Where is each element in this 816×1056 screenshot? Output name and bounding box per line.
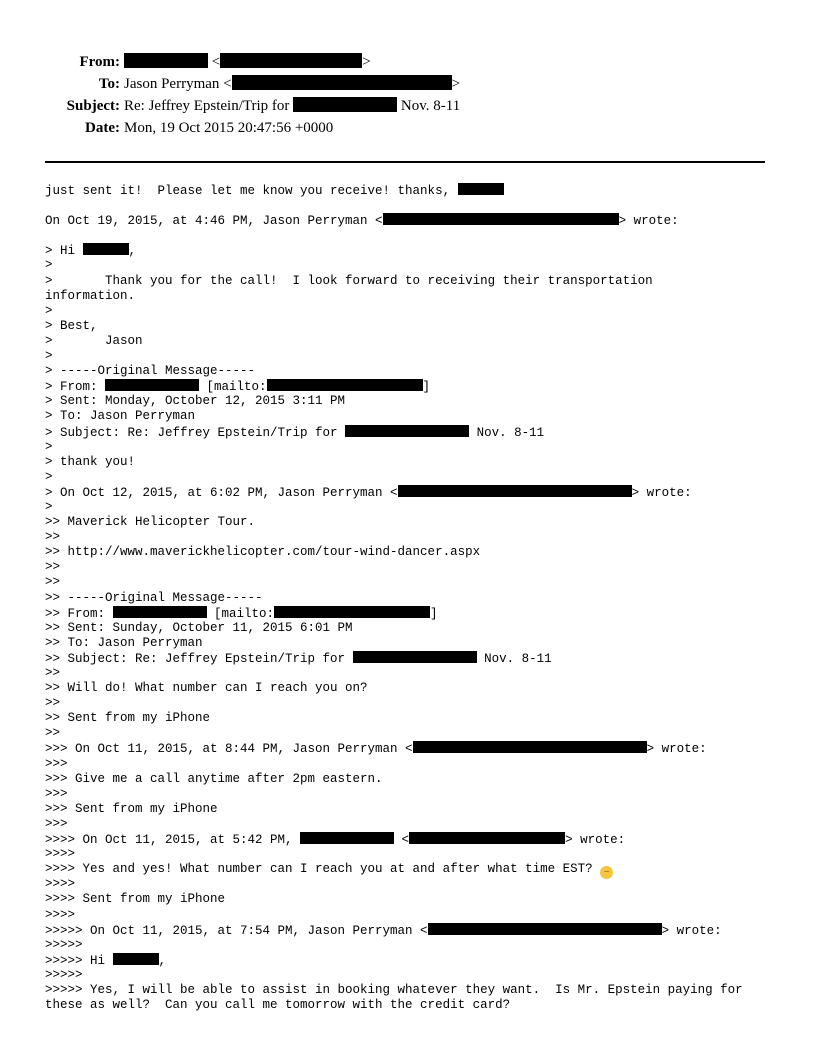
header-to-row (40, 74, 760, 96)
subject-prefix: Re: Jeffrey Epstein/Trip for (124, 98, 290, 114)
quote-text: >>>>> Hi (45, 953, 113, 968)
quote-line: > -----Original Message----- (45, 364, 256, 379)
redacted-email (274, 606, 430, 618)
quote-text: >> Subject: Re: Jeffrey Epstein/Trip for (45, 651, 353, 666)
subject-label: Subject: (66, 98, 120, 114)
quote-line: > thank you! (45, 454, 136, 469)
quote-text: >>>> On Oct 11, 2015, at 5:42 PM, (45, 833, 301, 848)
quote-line: >> Sent from my iPhone (45, 711, 211, 726)
quote-line: >> (45, 726, 61, 741)
quote-line: >> Will do! What number can I reach you on? (45, 681, 368, 696)
quote-line: >> (45, 666, 61, 680)
quote-line: information. (45, 288, 136, 303)
quote-line: >> (45, 560, 61, 575)
quote-line: > (45, 439, 53, 454)
quote-intro-text: On Oct 19, 2015, at 4:46 PM, Jason Perryman < (45, 214, 383, 229)
quote-text: Nov. 8-11 (469, 425, 545, 440)
quote-line (45, 243, 775, 258)
quote-line: >> Sent: Sunday, October 11, 2015 6:01 PM (45, 620, 353, 635)
lt-bracket: < (211, 54, 221, 70)
quote-line: > (45, 303, 53, 318)
quote-text: >>>>> On Oct 11, 2015, at 7:54 PM, Jason Perryman < (45, 923, 428, 938)
quote-line: > Thank you for the call! I look forward to receiving their transportation (45, 273, 653, 288)
quote-line: these as well? Can you call me tomorrow with the credit card? (45, 998, 511, 1013)
redacted-subject-name (293, 97, 397, 112)
redacted-email (383, 213, 619, 225)
redacted-name (345, 425, 469, 437)
header-divider (45, 161, 765, 163)
redacted-signature (458, 183, 504, 195)
redacted-name (105, 379, 199, 391)
redacted-email (409, 832, 565, 844)
quote-text: > wrote: (646, 742, 707, 757)
date-value: Mon, 19 Oct 2015 20:47:56 +0000 (124, 120, 334, 136)
quote-line: > (45, 499, 53, 514)
quote-line: >> To: Jason Perryman (45, 635, 203, 650)
redacted-name (83, 243, 129, 255)
redacted-name (113, 606, 207, 618)
redacted-email (413, 741, 647, 753)
quote-line (45, 862, 775, 877)
from-label: From: (79, 54, 120, 70)
quote-line: > (45, 349, 53, 364)
quote-text: >>> On Oct 11, 2015, at 8:44 PM, Jason Perryman < (45, 742, 413, 757)
quote-line: >> Maverick Helicopter Tour. (45, 515, 256, 530)
quote-text: ] (430, 606, 438, 621)
quote-line (45, 953, 775, 968)
header-subject-row (40, 96, 760, 118)
quote-text: [mailto: (199, 380, 267, 395)
gt-bracket: > (362, 54, 371, 70)
redacted-sender-name (124, 53, 208, 68)
quote-line: >>>> (45, 847, 76, 862)
quote-line: >>>> (45, 877, 76, 892)
redacted-email (267, 379, 423, 391)
quote-line (45, 425, 775, 440)
redacted-email (398, 485, 632, 497)
quote-line: > (45, 258, 53, 273)
quote-text: > From: (45, 380, 106, 395)
quote-text: > wrote: (631, 485, 692, 500)
quote-line: >>>> (45, 907, 76, 922)
quote-text: ] (422, 380, 431, 395)
redacted-email (428, 923, 662, 935)
quote-line: >> (45, 696, 61, 711)
quote-line: >>> Sent from my iPhone (45, 801, 218, 816)
to-label: To: (98, 76, 120, 92)
winking-face-emoji-icon: ⌣ (600, 866, 613, 879)
quote-line: >> (45, 530, 61, 545)
quote-line: >>>> Sent from my iPhone (45, 892, 226, 907)
quote-line: >>> (45, 756, 68, 771)
quote-line: >>> (45, 786, 68, 801)
quote-text: [mailto: (206, 606, 275, 621)
header-date-row (40, 118, 760, 140)
redacted-name (300, 832, 394, 844)
subject-suffix: Nov. 8-11 (400, 98, 461, 114)
quote-line: >>>>> (45, 967, 83, 982)
quote-text: Nov. 8-11 (476, 651, 552, 666)
quote-line (45, 485, 775, 500)
quote-line: >>> (45, 816, 68, 831)
wrote-text: > wrote: (618, 214, 679, 229)
quote-line: > Sent: Monday, October 12, 2015 3:11 PM (45, 394, 346, 409)
to-name: Jason Perryman < (124, 76, 232, 92)
quote-line (45, 606, 775, 621)
quote-line: >> -----Original Message----- (45, 590, 263, 605)
redacted-name (113, 953, 159, 965)
quote-line: > (45, 469, 53, 484)
quote-line: > Best, (45, 318, 98, 333)
gt-bracket: > (451, 76, 461, 92)
quote-text: > Hi (45, 244, 83, 259)
quote-text: >> From: (45, 606, 113, 621)
quote-line: >> (45, 575, 61, 590)
quote-text: , (158, 953, 167, 968)
redacted-sender-email (220, 53, 362, 68)
quote-intro-line (45, 213, 775, 228)
quote-line (45, 923, 775, 938)
quote-line: >>>>> (45, 937, 83, 952)
quote-line (45, 832, 775, 847)
quote-text: > On Oct 12, 2015, at 6:02 PM, Jason Perryman < (45, 485, 398, 500)
quote-text: > wrote: (565, 833, 626, 848)
quote-text: > wrote: (661, 923, 722, 938)
reply-text: just sent it! Please let me know you receive! thanks, (45, 184, 458, 198)
quote-text: > Subject: Re: Jeffrey Epstein/Trip for (45, 425, 346, 440)
redacted-name (353, 651, 477, 663)
quote-line: >>>>> Yes, I will be able to assist in booking whatever they want. Is Mr. Epstein paying for (45, 982, 743, 997)
date-label: Date: (85, 120, 120, 136)
quote-url-line: >> http://www.maverickhelicopter.com/tour-wind-dancer.aspx (45, 545, 481, 560)
quote-text: >>>> Yes and yes! What number can I reach you at and after what time EST? (45, 862, 601, 877)
redacted-recipient-email (232, 75, 452, 90)
quote-line: >>> Give me a call anytime after 2pm eastern. (45, 771, 383, 786)
quote-line (45, 651, 775, 666)
quote-line: > Jason (45, 333, 143, 348)
quote-line: > To: Jason Perryman (45, 409, 196, 424)
quote-line (45, 379, 775, 394)
quote-text: < (394, 833, 410, 848)
quote-text: , (128, 244, 137, 259)
quote-line (45, 741, 775, 756)
reply-line (45, 183, 775, 198)
email-body (45, 183, 775, 1013)
header-from-row (40, 52, 760, 74)
